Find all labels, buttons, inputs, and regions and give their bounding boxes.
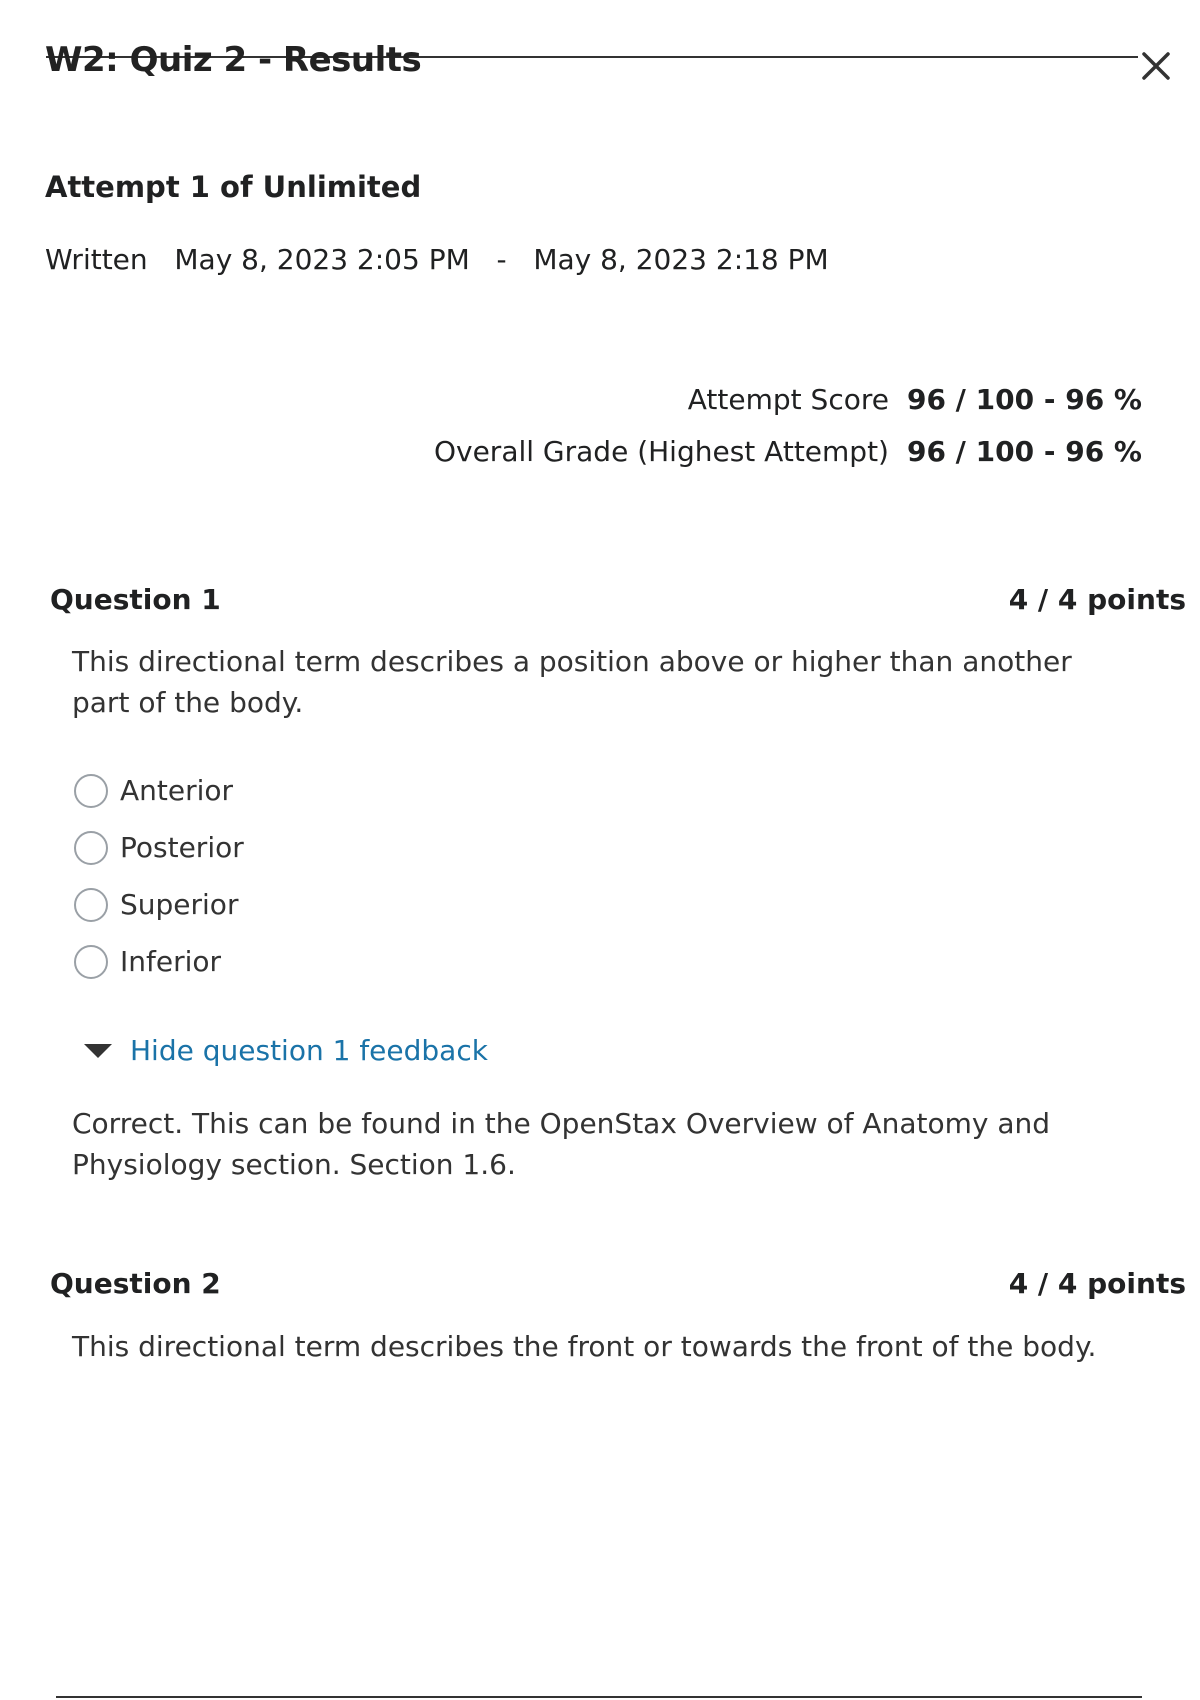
question-2-title: Question 2 bbox=[50, 1267, 221, 1300]
attempt-start-time: May 8, 2023 2:05 PM bbox=[174, 243, 470, 276]
score-row bbox=[434, 383, 1142, 435]
option-label: Anterior bbox=[120, 774, 234, 807]
option-label: Inferior bbox=[120, 945, 222, 978]
score-summary bbox=[434, 383, 1142, 486]
radio-button[interactable] bbox=[74, 774, 108, 808]
hide-feedback-link[interactable]: Hide question 1 feedback bbox=[130, 1034, 488, 1067]
time-separator: - bbox=[496, 243, 507, 276]
radio-button[interactable] bbox=[74, 945, 108, 979]
caret-down-icon[interactable] bbox=[84, 1044, 112, 1058]
answer-option[interactable] bbox=[74, 933, 244, 990]
attempt-score-label: Attempt Score bbox=[687, 383, 889, 416]
answer-option[interactable] bbox=[74, 876, 244, 933]
hide-feedback-toggle[interactable] bbox=[84, 1034, 488, 1067]
radio-button[interactable] bbox=[74, 831, 108, 865]
attempt-written-time bbox=[45, 243, 829, 277]
question-1-title: Question 1 bbox=[50, 583, 221, 616]
page-title: W2: Quiz 2 - Results bbox=[45, 40, 422, 80]
attempt-end-time: May 8, 2023 2:18 PM bbox=[533, 243, 829, 276]
option-label: Posterior bbox=[120, 831, 244, 864]
attempt-score-value: 96 / 100 - 96 % bbox=[906, 383, 1142, 416]
written-label: Written bbox=[45, 243, 148, 276]
question-2-points: 4 / 4 points bbox=[1008, 1267, 1186, 1300]
close-icon[interactable] bbox=[1141, 51, 1171, 81]
question-1-points: 4 / 4 points bbox=[1008, 583, 1186, 616]
answer-option[interactable] bbox=[74, 819, 244, 876]
question-2-header bbox=[50, 1267, 1186, 1301]
close-button[interactable] bbox=[1134, 44, 1178, 88]
attempt-heading: Attempt 1 of Unlimited bbox=[45, 170, 422, 204]
overall-grade-value: 96 / 100 - 96 % bbox=[906, 434, 1142, 468]
question-1-options bbox=[74, 762, 244, 990]
question-1-text: This directional term describes a position above or higher than another part of the body. bbox=[72, 645, 1072, 719]
radio-button[interactable] bbox=[74, 888, 108, 922]
question-2-text: This directional term describes the front or towards the front of the body. bbox=[72, 1330, 1097, 1363]
overall-grade-label: Overall Grade (Highest Attempt) bbox=[433, 434, 889, 468]
answer-option[interactable] bbox=[74, 762, 244, 819]
footer-divider bbox=[56, 1696, 1142, 1698]
score-row bbox=[434, 435, 1142, 487]
question-1-feedback: Correct. This can be found in the OpenStax Overview of Anatomy and Physiology section. Section 1.6. bbox=[72, 1107, 1051, 1181]
option-label: Superior bbox=[120, 888, 239, 921]
question-1-header bbox=[50, 583, 1186, 617]
